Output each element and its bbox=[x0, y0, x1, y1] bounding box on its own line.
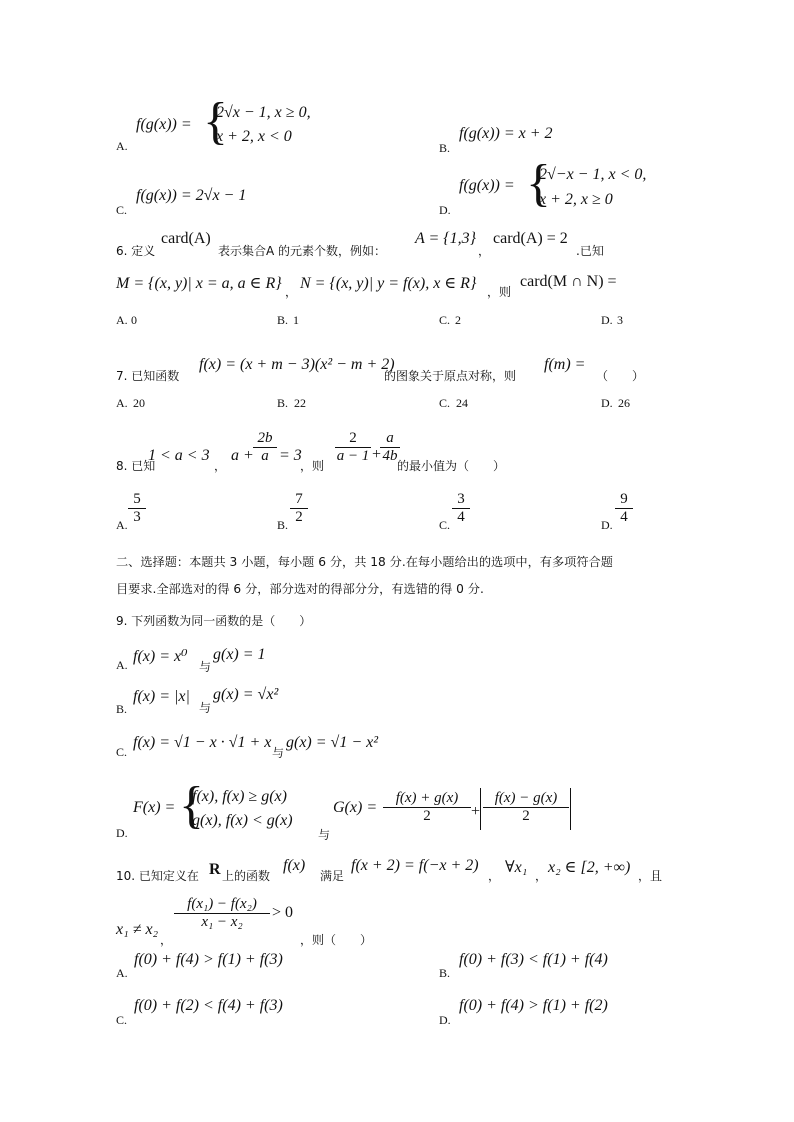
q6-option-d-label: D. bbox=[601, 313, 613, 327]
q9-option-b-with: 与 bbox=[199, 701, 212, 715]
q9-option-d-G: G(x) = bbox=[333, 799, 378, 816]
denominator: a bbox=[261, 448, 269, 464]
q5-option-b-label: B. bbox=[439, 141, 451, 155]
q10-option-d-text: f(0) + f(4) > f(1) + f(2) bbox=[459, 997, 608, 1014]
q8-option-c-fraction bbox=[452, 491, 470, 526]
q6-option-c-label: C. bbox=[439, 313, 451, 327]
denominator: 2 bbox=[295, 509, 303, 525]
q7-option-a-text: 20 bbox=[133, 396, 145, 410]
q8-option-a-label: A. bbox=[116, 518, 128, 532]
q10-option-b-text: f(0) + f(3) < f(1) + f(4) bbox=[459, 951, 608, 968]
q9-option-b-f: f(x) = |x| bbox=[133, 688, 190, 705]
q6-then: ，则 bbox=[487, 285, 512, 299]
numerator: 7 bbox=[290, 491, 308, 509]
q5-option-a-case1: 2√x − 1, x ≥ 0, bbox=[216, 104, 311, 121]
q10-option-c-text: f(0) + f(2) < f(4) + f(3) bbox=[134, 997, 283, 1014]
denominator: 4 bbox=[620, 509, 628, 525]
q6-option-a-label: A. bbox=[116, 313, 128, 327]
abs-bar-left bbox=[480, 788, 481, 830]
numerator: f(x) + g(x) bbox=[383, 790, 471, 808]
q6-text-2: 表示集合A 的元素个数，例如： bbox=[218, 244, 387, 258]
q5-option-d-label: D. bbox=[439, 203, 451, 217]
numerator: 3 bbox=[452, 491, 470, 509]
q5-option-c-expr: f(g(x)) = 2√x − 1 bbox=[136, 187, 247, 204]
q8-cond2-left: a + bbox=[231, 447, 254, 464]
q5-option-d-case1: 2√−x − 1, x < 0, bbox=[539, 166, 647, 183]
q8-option-c-label: C. bbox=[439, 518, 451, 532]
q10-option-a-label: A. bbox=[116, 966, 128, 980]
q7-option-d-label: D. bbox=[601, 396, 613, 410]
q10-fraction bbox=[174, 896, 270, 931]
q8-option-b-label: B. bbox=[277, 518, 289, 532]
q8-option-b-fraction bbox=[290, 491, 308, 526]
q10-and: ，且 bbox=[638, 869, 663, 883]
q7-mid: 的图象关于原点对称，则 bbox=[384, 369, 517, 383]
numerator: 2b bbox=[253, 430, 277, 448]
q8-option-d-label: D. bbox=[601, 518, 613, 532]
q8-expr-fraction-1 bbox=[335, 430, 371, 465]
q8-option-d-fraction bbox=[615, 491, 633, 526]
q9-stem: 9. 下列函数为同一函数的是（ ） bbox=[116, 614, 312, 628]
q5-option-a-label: A. bbox=[116, 139, 128, 153]
q8-prefix: 8. 已知 bbox=[116, 459, 156, 473]
numerator: 5 bbox=[128, 491, 146, 509]
q9-option-d-case1: f(x), f(x) ≥ g(x) bbox=[192, 788, 287, 805]
q9-option-a-f: f(x) = x⁰ bbox=[133, 648, 188, 665]
q6-set-n: N = {(x, y)| y = f(x), x ∈ R} bbox=[300, 275, 477, 292]
numerator: f(x) − g(x) bbox=[483, 790, 569, 808]
numerator: 9 bbox=[615, 491, 633, 509]
q10-forall: ∀x₁ bbox=[505, 859, 528, 876]
numerator: f(x₁) − f(x₂) bbox=[174, 896, 270, 914]
q10-R: R bbox=[209, 861, 221, 878]
denominator: 4b bbox=[382, 448, 398, 464]
q10-comma: ， bbox=[160, 933, 173, 947]
q10-x2-domain: x₂ ∈ [2, +∞) bbox=[548, 859, 631, 876]
q10-option-a-text: f(0) + f(4) > f(1) + f(3) bbox=[134, 951, 283, 968]
q5-option-b-expr: f(g(x)) = x + 2 bbox=[459, 125, 553, 142]
q7-option-c-text: 24 bbox=[456, 396, 468, 410]
q10-option-b-label: B. bbox=[439, 966, 451, 980]
q7-option-a-label: A. bbox=[116, 396, 128, 410]
q9-option-c-f: f(x) = √1 − x · √1 + x bbox=[133, 734, 272, 751]
q10-option-d-label: D. bbox=[439, 1013, 451, 1027]
q8-cond2-fraction bbox=[253, 430, 277, 465]
q9-option-d-F: F(x) = bbox=[133, 799, 176, 816]
q6-card-a: card(A) bbox=[161, 230, 211, 247]
q9-option-a-with: 与 bbox=[199, 660, 212, 674]
q10-prefix: 10. 已知定义在 bbox=[116, 869, 199, 883]
q5-option-a-lhs: f(g(x)) = bbox=[136, 116, 192, 133]
q7-option-c-label: C. bbox=[439, 396, 451, 410]
q6-comma: ， bbox=[285, 285, 298, 299]
q9-option-b-label: B. bbox=[116, 702, 128, 716]
q10-fx: f(x) bbox=[283, 857, 306, 874]
q9-option-d-label: D. bbox=[116, 826, 128, 840]
left-brace: { bbox=[526, 155, 551, 212]
q9-option-d-plus: + bbox=[471, 803, 481, 820]
q5-option-c-label: C. bbox=[116, 203, 128, 217]
left-brace: { bbox=[203, 93, 228, 150]
q10-comma: ， bbox=[535, 869, 548, 883]
q6-card-eq: card(A) = 2 bbox=[493, 230, 568, 247]
left-brace: { bbox=[179, 777, 204, 834]
denominator: 4 bbox=[457, 509, 465, 525]
q10-then: ，则（ ） bbox=[300, 933, 373, 947]
q8-cond1: 1 < a < 3 bbox=[148, 447, 210, 464]
q6-option-b-label: B. bbox=[277, 313, 289, 327]
q8-plus: + bbox=[372, 446, 382, 463]
q10-on: 上的函数 bbox=[222, 869, 271, 883]
q10-satisfy: 满足 bbox=[320, 869, 345, 883]
q8-comma: ， bbox=[214, 459, 227, 473]
q7-option-d-text: 26 bbox=[618, 396, 630, 410]
q9-option-b-g: g(x) = √x² bbox=[213, 686, 279, 703]
q7-function: f(x) = (x + m − 3)(x² − m + 2) bbox=[199, 356, 395, 373]
q6-set-m: M = {(x, y)| x = a, a ∈ R} bbox=[116, 275, 282, 292]
q10-comma: ， bbox=[488, 869, 501, 883]
denominator: a − 1 bbox=[336, 448, 370, 464]
abs-bar-right bbox=[570, 788, 571, 830]
q9-option-d-fraction-2 bbox=[483, 790, 569, 825]
q7-option-b-text: 22 bbox=[294, 396, 306, 410]
denominator: 2 bbox=[423, 808, 431, 824]
section-heading-line-2: 目要求.全部选对的得 6 分，部分选对的得部分分，有选错的得 0 分. bbox=[116, 582, 484, 596]
q9-option-a-label: A. bbox=[116, 658, 128, 672]
q9-option-d-with: 与 bbox=[318, 828, 331, 842]
q6-text-1: 6. 定义 bbox=[116, 244, 156, 258]
q8-suffix: 的最小值为（ ） bbox=[397, 459, 506, 473]
section-heading-line-1: 二、选择题：本题共 3 小题，每小题 6 分，共 18 分.在每小题给出的选项中，有多项符合题 bbox=[116, 555, 613, 569]
q10-equation: f(x + 2) = f(−x + 2) bbox=[351, 857, 479, 874]
q6-option-b-text: 1 bbox=[293, 313, 299, 327]
q6-text-3: .已知 bbox=[576, 244, 604, 258]
q9-option-c-with: 与 bbox=[272, 746, 285, 760]
q10-gt: > 0 bbox=[272, 904, 294, 921]
denominator: 2 bbox=[522, 808, 530, 824]
q9-option-a-g: g(x) = 1 bbox=[213, 646, 266, 663]
numerator: 2 bbox=[335, 430, 371, 448]
q5-option-a-case2: x + 2, x < 0 bbox=[216, 128, 292, 145]
q8-then: ，则 bbox=[300, 459, 325, 473]
q8-cond2-right: = 3 bbox=[279, 447, 302, 464]
denominator: x₁ − x₂ bbox=[201, 914, 243, 930]
q9-option-c-g: g(x) = √1 − x² bbox=[286, 734, 379, 751]
q9-option-d-case2: g(x), f(x) < g(x) bbox=[192, 812, 293, 829]
q10-neq: x₁ ≠ x₂ bbox=[116, 921, 159, 938]
q7-prefix: 7. 已知函数 bbox=[116, 369, 180, 383]
q10-option-c-label: C. bbox=[116, 1013, 128, 1027]
q8-option-a-fraction bbox=[128, 491, 146, 526]
q9-option-c-label: C. bbox=[116, 745, 128, 759]
q7-ask: f(m) = bbox=[544, 356, 586, 373]
q9-option-d-fraction-1 bbox=[383, 790, 471, 825]
q6-option-c-text: 2 bbox=[455, 313, 461, 327]
q5-option-d-case2: x + 2, x ≥ 0 bbox=[539, 191, 613, 208]
numerator: a bbox=[380, 430, 400, 448]
q6-comma: ， bbox=[478, 244, 491, 258]
q6-card-mn: card(M ∩ N) = bbox=[520, 273, 617, 290]
q5-option-d-lhs: f(g(x)) = bbox=[459, 177, 515, 194]
q7-option-b-label: B. bbox=[277, 396, 289, 410]
q7-paren: （ ） bbox=[596, 369, 645, 383]
q6-option-d-text: 3 bbox=[617, 313, 623, 327]
q6-option-a-text: 0 bbox=[131, 313, 137, 327]
q6-example-set: A = {1,3} bbox=[415, 230, 477, 247]
denominator: 3 bbox=[133, 509, 141, 525]
